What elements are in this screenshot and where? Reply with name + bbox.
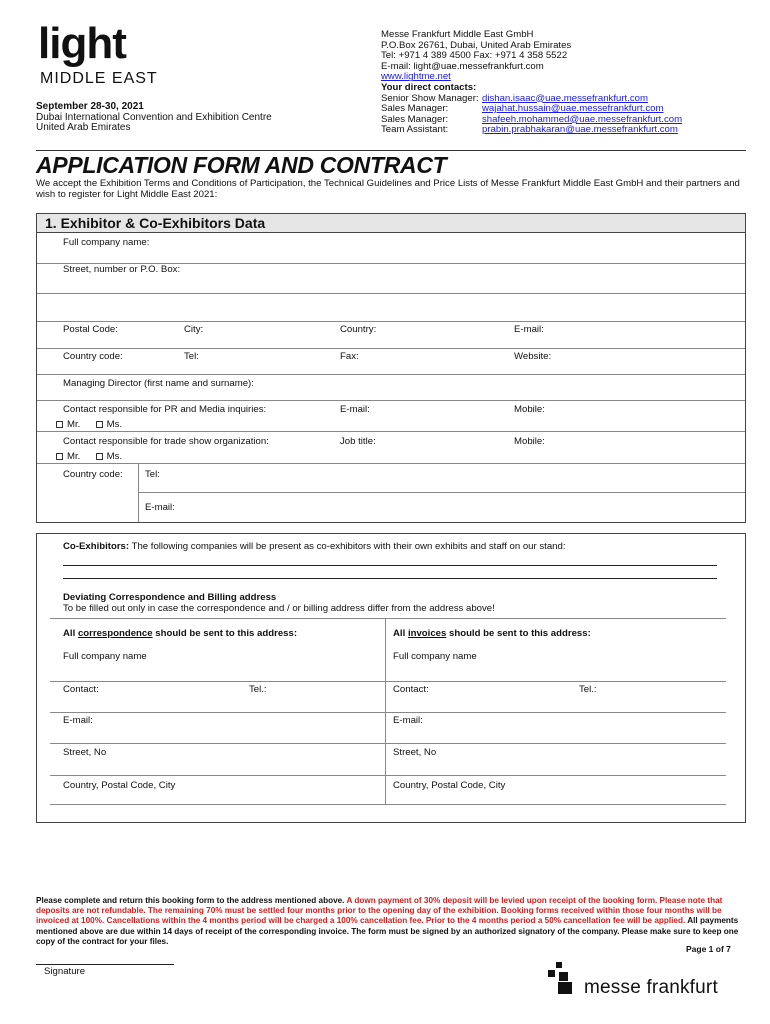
ms-checkbox[interactable] — [96, 453, 103, 460]
organizer-phone: Tel: +971 4 389 4500 Fax: +971 4 358 5522 — [381, 50, 568, 62]
tel-field[interactable]: Tel: — [184, 351, 199, 362]
invoices-heading: All invoices should be sent to this address: — [393, 628, 591, 639]
fax-field[interactable]: Fax: — [340, 351, 359, 362]
page-number: Page 1 of 7 — [686, 944, 731, 954]
corr-tel-field[interactable]: Tel.: — [249, 684, 267, 695]
country-code-field[interactable]: Country code: — [63, 351, 123, 362]
ms-label: Ms. — [106, 419, 123, 430]
event-country: United Arab Emirates — [36, 122, 131, 133]
inv-street-field[interactable]: Street, No — [393, 747, 437, 758]
coexhibitors-desc: The following companies will be present as co-exhibitors with their own exhibits and staff on our stand: — [131, 541, 566, 552]
inv-contact-field[interactable]: Contact: — [393, 684, 429, 695]
field-line — [37, 293, 745, 294]
inv-country-field[interactable]: Country, Postal Code, City — [393, 780, 506, 791]
field-line — [50, 743, 726, 744]
inv-company-field[interactable]: Full company name — [393, 651, 477, 662]
coexhibitors-label: Co-Exhibitors: — [63, 541, 130, 552]
cc-tel-field[interactable]: Tel: — [145, 469, 160, 480]
corr-street-field[interactable]: Street, No — [63, 747, 107, 758]
organizer-contact-block — [381, 30, 682, 136]
inv-tel-field[interactable]: Tel.: — [579, 684, 597, 695]
contact-email-link[interactable]: prabin.prabhakaran@uae.messefrankfurt.com — [482, 124, 678, 136]
contact-role: Senior Show Manager: — [381, 92, 479, 104]
field-line — [50, 618, 726, 619]
corr-company-field[interactable]: Full company name — [63, 651, 147, 662]
deviating-title: Deviating Correspondence and Billing address — [63, 592, 277, 603]
contact-role: Sales Manager: — [381, 103, 449, 115]
field-line — [50, 681, 726, 682]
corr-contact-field[interactable]: Contact: — [63, 684, 99, 695]
job-title-field[interactable]: Job title: — [340, 436, 376, 447]
contacts-title: Your direct contacts: — [381, 81, 477, 93]
organizer-email: E-mail: light@uae.messefrankfurt.com — [381, 60, 544, 72]
contact-email-link[interactable]: dishan.isaac@uae.messefrankfurt.com — [482, 92, 648, 104]
coexhibitor-line[interactable] — [63, 565, 717, 566]
field-line — [37, 374, 745, 375]
field-line — [50, 775, 726, 776]
ms-label: Ms. — [106, 451, 123, 462]
ms-checkbox[interactable] — [96, 421, 103, 428]
field-line — [37, 348, 745, 349]
corr-country-field[interactable]: Country, Postal Code, City — [63, 780, 176, 791]
section-heading: 1. Exhibitor & Co-Exhibitors Data — [36, 213, 746, 233]
managing-director-field[interactable]: Managing Director (first name and surname): — [63, 378, 254, 389]
exhibitor-data-section — [36, 213, 746, 523]
field-line — [50, 804, 726, 805]
page-title: APPLICATION FORM AND CONTRACT — [36, 152, 447, 178]
postal-code-field[interactable]: Postal Code: — [63, 324, 118, 335]
contact-email-link[interactable]: wajahat.hussain@uae.messefrankfurt.com — [482, 103, 664, 115]
inv-email-field[interactable]: E-mail: — [393, 715, 423, 726]
coexhibitors-text — [63, 541, 566, 552]
cc-label: Country code: — [63, 469, 123, 480]
pr-email-field[interactable]: E-mail: — [340, 404, 370, 415]
deviating-text: To be filled out only in case the correspondence and / or billing address differ from the address above! — [63, 603, 495, 614]
corr-email-field[interactable]: E-mail: — [63, 715, 93, 726]
mr-label: Mr. — [67, 419, 81, 430]
field-line — [50, 712, 726, 713]
email-field[interactable]: E-mail: — [514, 324, 544, 335]
contact-email-link[interactable]: shafeeh.mohammed@uae.messefrankfurt.com — [482, 113, 683, 125]
header-divider — [36, 150, 746, 151]
field-line — [37, 431, 745, 432]
event-date: September 28-30, 2021 — [36, 101, 144, 112]
organizer-company: Messe Frankfurt Middle East GmbH — [381, 29, 534, 40]
field-line — [37, 321, 745, 322]
logo-middle-east: MIDDLE EAST — [40, 70, 158, 87]
contact-role: Team Assistant: — [381, 124, 449, 136]
organizer-address: P.O.Box 26761, Dubai, United Arab Emirates — [381, 39, 572, 51]
signature-line[interactable] — [36, 964, 174, 965]
mr-checkbox[interactable] — [56, 421, 63, 428]
correspondence-heading: All correspondence should be sent to this address: — [63, 628, 298, 639]
event-venue: Dubai International Convention and Exhibition Centre — [36, 112, 272, 123]
field-line — [37, 400, 745, 401]
intro-text: We accept the Exhibition Terms and Conditions of Participation, the Technical Guidelines and Price Lists of Messe Frankfurt Middle East GmbH and their partners and wish to register for Light Middle East 2021: — [36, 178, 740, 200]
trade-salutation — [56, 451, 122, 462]
column-divider — [385, 618, 386, 804]
field-line — [37, 463, 745, 464]
mr-checkbox[interactable] — [56, 453, 63, 460]
trade-mobile-field[interactable]: Mobile: — [514, 436, 545, 447]
city-field[interactable]: City: — [184, 324, 204, 335]
trade-contact-field[interactable]: Contact responsible for trade show organization: — [63, 436, 269, 447]
website-field[interactable]: Website: — [514, 351, 552, 362]
field-line — [139, 492, 745, 493]
messe-frankfurt-logo-icon — [546, 960, 582, 994]
organizer-website-link[interactable]: www.lightme.net — [381, 71, 451, 83]
company-name-field[interactable]: Full company name: — [63, 237, 150, 248]
coexhibitor-line[interactable] — [63, 578, 717, 579]
pr-contact-field[interactable]: Contact responsible for PR and Media inquiries: — [63, 404, 267, 415]
messe-frankfurt-wordmark: messe frankfurt — [584, 977, 718, 998]
street-field[interactable]: Street, number or P.O. Box: — [63, 264, 181, 275]
logo-light: light — [38, 19, 126, 68]
pr-salutation — [56, 419, 122, 430]
contact-role: Sales Manager: — [381, 113, 449, 125]
cc-email-field[interactable]: E-mail: — [145, 502, 175, 513]
mr-label: Mr. — [67, 451, 81, 462]
footer-terms: Please complete and return this booking form to the address mentioned above. A down payment of 30% deposit will be levied upon receipt of the booking form. Please note that deposits are not refundable. The remaining 70% must be settled four months prior to the opening day of the exhibition. Booking forms received within those four months will be invoiced at 100%. Cancellations within the 4 months period will be charged a 100% cancellation fee. Prior to the 4 months period a 50% cancellation fee will be applied. All payments mentioned above are due within 14 days of receipt of the corresponding invoice. The form must be signed by an authorized signatory of the company. Please make sure to keep one copy of the contract for your files. — [36, 896, 739, 946]
pr-mobile-field[interactable]: Mobile: — [514, 404, 545, 415]
country-field[interactable]: Country: — [340, 324, 377, 335]
signature-label: Signature — [44, 966, 86, 977]
